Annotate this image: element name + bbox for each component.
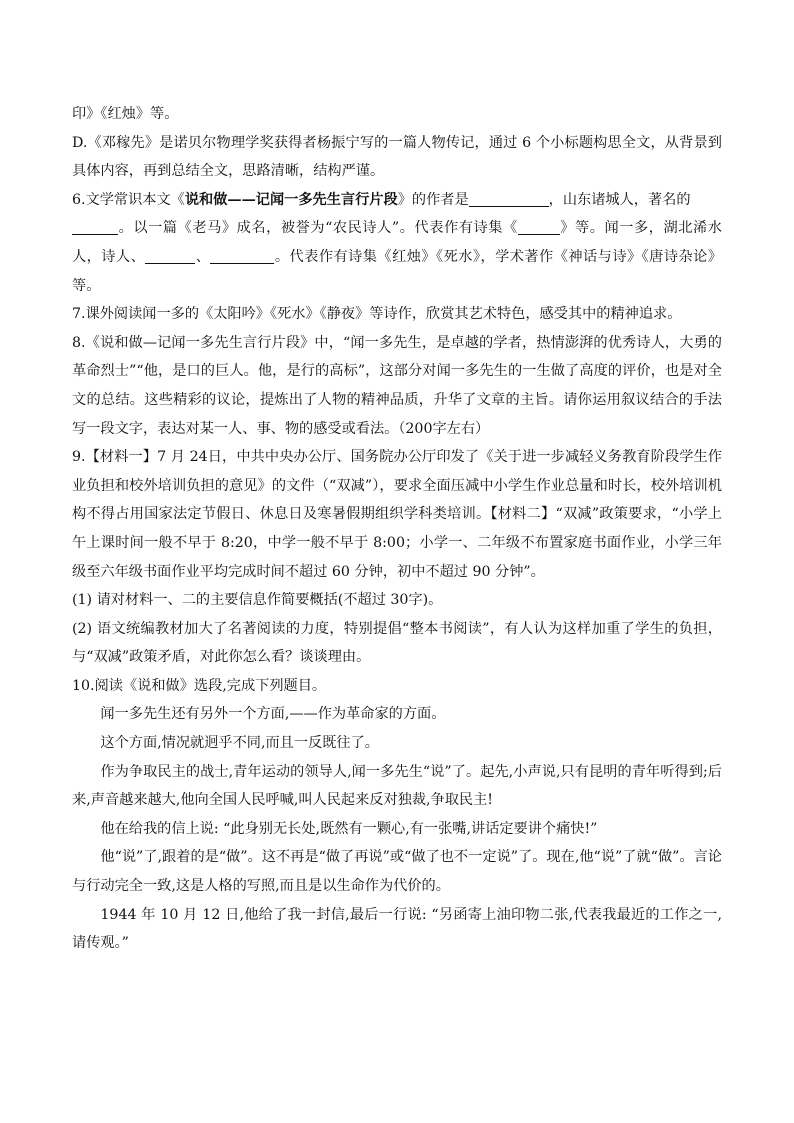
q6-title: 说和做——记闻一多先生言行片段 [184, 191, 398, 208]
question-10: 10.阅读《说和做》选段,完成下列题目。 [72, 677, 327, 694]
question-9-2: (2) 语文统编教材加大了名著阅读的力度，特别提倡“整本书阅读”，有人认为这样加重了学生的负担，与“双减”政策矛盾，对此你怎么看？谈谈理由。 [72, 620, 722, 666]
blank-field[interactable] [210, 247, 274, 264]
q6-text: ，山东诸城人，著名的 [548, 191, 691, 208]
q6-text: 。以一篇《老马》成名，被誉为“农民诗人”。代表作有诗集《 [118, 220, 518, 237]
text-line: 印》《红烛》等。 [72, 106, 179, 122]
blank-field[interactable] [518, 218, 560, 235]
q6-text: 6.文学常识本文《 [72, 191, 185, 208]
document-page [72, 100, 722, 958]
passage-paragraph: 闻一多先生还有另外一个方面,——作为革命家的方面。 [100, 706, 446, 723]
question-9: 9.【材料一】7 月 24日，中共中央办公厅、国务院办公厅印发了《关于进一步减轻义务教育阶段学生作业负担和校外培训负担的意见》的文件（“双减”），要求全面压减中小学生作业总量和时长，校外培训机构不得占用国家法定节假日、休息日及寒暑假期组织学科类培训。【材料二】“双减”政策要求，“小学上午上课时间一般不早于 8:20，中学一般不早于 8:00；小学一、二年级不布置家庭书面作业，小学三年级至六年级书面作业平均完成时间不超过 60 分钟，初中不超过 90 分钟”。 [72, 449, 722, 580]
question-7: 7.课外阅读闻一多的《太阳吟》《死水》《静夜》等诗作，欣赏其艺术特色，感受其中的精神追求。 [72, 306, 682, 323]
q6-text: 、 [195, 248, 211, 265]
q6-text: 。代表作有诗集《红烛》《死水》，学术著作《神话与诗》《唐诗杂论》等。 [72, 248, 722, 294]
question-6 [72, 186, 722, 300]
question-9-1: (1) 请对材料一、二的主要信息作简要概括(不超过 30字)。 [72, 592, 443, 609]
passage-paragraph: 这个方面,情况就迥乎不同,而且一反既往了。 [100, 735, 379, 752]
q6-text: 》等。闻一多，湖北浠水人，诗人、 [72, 220, 722, 265]
passage-paragraph: 作为争取民主的战士,青年运动的领导人,闻一多先生“说”了。起先,小声说,只有昆明的青年听得到;后来,声音越来越大,他向全国人民呼喊,叫人民起来反对独裁,争取民主! [72, 763, 722, 809]
passage-paragraph: 1944 年 10 月 12 日,他给了我一封信,最后一行说: “另函寄上油印物二张,代表我最近的工作之一,请传观。” [72, 906, 722, 952]
option-d: D.《邓稼先》是诺贝尔物理学奖获得者杨振宁写的一篇人物传记，通过 6 个小标题构思全文，从背景到具体内容，再到总结全文，思路清晰，结构严谨。 [72, 134, 722, 180]
passage-paragraph: 他在给我的信上说: “此身别无长处,既然有一颗心,有一张嘴,讲话定要讲个痛快!” [100, 820, 598, 837]
passage-paragraph: 他“说”了,跟着的是“做”。这不再是“做了再说”或“做了也不一定说”了。现在,他“说”了就“做”。言论与行动完全一致,这是人格的写照,而且是以生命作为代价的。 [72, 849, 722, 895]
blank-field[interactable] [469, 190, 549, 207]
question-8: 8.《说和做—记闻一多先生言行片段》中，“闻一多先生，是卓越的学者，热情澎湃的优秀诗人，大勇的革命烈士”“他，是口的巨人。他，是行的高标”，这部分对闻一多先生的一生做了高度的评价，也是对全文的总结。这些精彩的议论，提炼出了人物的精神品质，升华了文章的主旨。请你运用叙议结合的手法写一段文字，表达对某一人、事、物的感受或看法。（200字左右） [72, 334, 722, 437]
q6-text: 》的作者是 [397, 191, 469, 208]
blank-field[interactable] [72, 218, 118, 235]
blank-field[interactable] [145, 247, 195, 264]
